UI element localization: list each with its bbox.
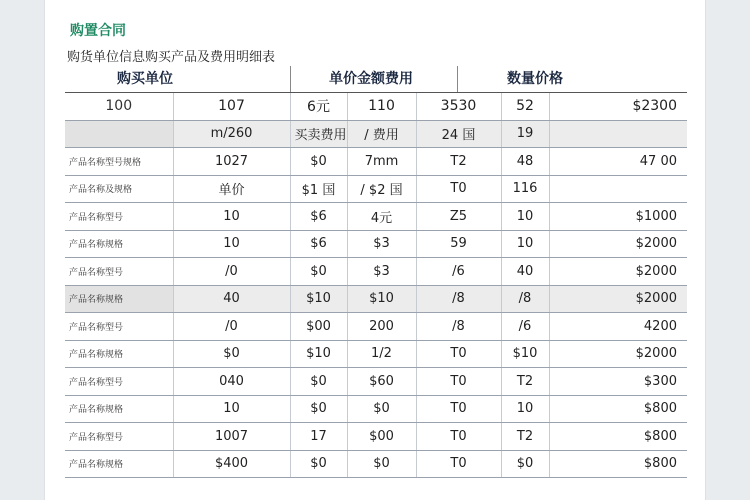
table-cell: T2 bbox=[416, 148, 501, 176]
table-cell: $6 bbox=[290, 203, 347, 231]
table-cell: T0 bbox=[416, 368, 501, 396]
table-cell: / $2 国 bbox=[347, 175, 416, 203]
table-cell: 1/2 bbox=[347, 340, 416, 368]
table-cell: $1 国 bbox=[290, 175, 347, 203]
table-row bbox=[65, 395, 687, 423]
table-cell: /0 bbox=[173, 258, 290, 286]
table-cell bbox=[549, 120, 687, 148]
table-cell: 买卖费用 bbox=[290, 120, 347, 148]
table-cell: 单价 bbox=[173, 175, 290, 203]
table-row bbox=[65, 423, 687, 451]
table-cell: T2 bbox=[501, 368, 549, 396]
table-cell: $800 bbox=[549, 395, 687, 423]
table-cell: $2000 bbox=[549, 285, 687, 313]
table-cell: 1007 bbox=[173, 423, 290, 451]
table-cell: 产品名称型号规格 bbox=[65, 148, 173, 176]
table-cell: $0 bbox=[290, 148, 347, 176]
table-cell: T0 bbox=[416, 175, 501, 203]
table-cell: 1027 bbox=[173, 148, 290, 176]
table-cell: 19 bbox=[501, 120, 549, 148]
table-cell: 10 bbox=[173, 230, 290, 258]
table-cell: $1000 bbox=[549, 203, 687, 231]
table-cell: $2000 bbox=[549, 340, 687, 368]
table-cell: $2000 bbox=[549, 230, 687, 258]
table-cell: / 费用 bbox=[347, 120, 416, 148]
table-cell: $300 bbox=[549, 368, 687, 396]
table-cell: 产品名称型号 bbox=[65, 258, 173, 286]
table-cell: $400 bbox=[173, 450, 290, 478]
table-cell: 200 bbox=[347, 313, 416, 341]
table-cell: 40 bbox=[173, 285, 290, 313]
table-cell: $0 bbox=[173, 340, 290, 368]
table-cell: 10 bbox=[501, 395, 549, 423]
table-cell: /6 bbox=[501, 313, 549, 341]
table-cell: $0 bbox=[347, 395, 416, 423]
table-cell: $10 bbox=[501, 340, 549, 368]
table-cell: /6 bbox=[416, 258, 501, 286]
table-cell: m/260 bbox=[173, 120, 290, 148]
column-headers bbox=[45, 66, 705, 92]
table-cell: 100 bbox=[65, 93, 173, 121]
table-row bbox=[65, 203, 687, 231]
table-row bbox=[65, 285, 687, 313]
column-header-buyer: 购买单位 bbox=[117, 71, 173, 87]
table-cell: $10 bbox=[290, 340, 347, 368]
table-cell: 17 bbox=[290, 423, 347, 451]
table-cell: T0 bbox=[416, 340, 501, 368]
table-cell: $0 bbox=[290, 368, 347, 396]
table-cell: $800 bbox=[549, 450, 687, 478]
table-cell: /8 bbox=[416, 285, 501, 313]
table-row bbox=[65, 340, 687, 368]
table-cell: $10 bbox=[347, 285, 416, 313]
table-cell: 产品名称及规格 bbox=[65, 175, 173, 203]
table-cell: Z5 bbox=[416, 203, 501, 231]
table-row bbox=[65, 93, 687, 121]
table-cell: $0 bbox=[290, 395, 347, 423]
table-cell: $10 bbox=[290, 285, 347, 313]
table-cell: T0 bbox=[416, 395, 501, 423]
table-cell: $3 bbox=[347, 230, 416, 258]
table-cell: 24 国 bbox=[416, 120, 501, 148]
table-cell: 110 bbox=[347, 93, 416, 121]
table-row bbox=[65, 258, 687, 286]
table-cell: $0 bbox=[347, 450, 416, 478]
table-cell: $2000 bbox=[549, 258, 687, 286]
table-cell bbox=[549, 175, 687, 203]
table-row bbox=[65, 175, 687, 203]
table-cell: 产品名称型号 bbox=[65, 423, 173, 451]
table-cell: 10 bbox=[173, 203, 290, 231]
table-cell: T2 bbox=[501, 423, 549, 451]
table-cell: 10 bbox=[501, 230, 549, 258]
table-cell: /0 bbox=[173, 313, 290, 341]
table-cell: $0 bbox=[501, 450, 549, 478]
table-cell: 产品名称型号 bbox=[65, 313, 173, 341]
table-cell: 6元 bbox=[290, 93, 347, 121]
table-cell bbox=[65, 120, 173, 148]
cost-table bbox=[65, 92, 687, 478]
table-row bbox=[65, 230, 687, 258]
table-cell: T0 bbox=[416, 450, 501, 478]
table-cell: 48 bbox=[501, 148, 549, 176]
column-header-price: 单价金额费用 bbox=[329, 71, 413, 87]
table-cell: 116 bbox=[501, 175, 549, 203]
table-cell: $0 bbox=[290, 450, 347, 478]
table-cell: 10 bbox=[173, 395, 290, 423]
table-cell: /8 bbox=[416, 313, 501, 341]
table-row bbox=[65, 148, 687, 176]
table-cell: 产品名称规格 bbox=[65, 340, 173, 368]
table-cell: 59 bbox=[416, 230, 501, 258]
table-cell: $800 bbox=[549, 423, 687, 451]
table-cell: $6 bbox=[290, 230, 347, 258]
table-cell: 7mm bbox=[347, 148, 416, 176]
table-cell: $2300 bbox=[549, 93, 687, 121]
table-cell: 产品名称规格 bbox=[65, 230, 173, 258]
table-cell: T0 bbox=[416, 423, 501, 451]
table-cell: /8 bbox=[501, 285, 549, 313]
table-cell: 10 bbox=[501, 203, 549, 231]
table-row bbox=[65, 313, 687, 341]
table-cell: $00 bbox=[290, 313, 347, 341]
table-cell: $60 bbox=[347, 368, 416, 396]
table-cell: $0 bbox=[290, 258, 347, 286]
table-cell: 产品名称规格 bbox=[65, 395, 173, 423]
table-cell: $00 bbox=[347, 423, 416, 451]
column-header-quantity: 数量价格 bbox=[507, 71, 563, 87]
document-subtitle: 购货单位信息购买产品及费用明细表 bbox=[67, 50, 276, 65]
table-cell: 47 00 bbox=[549, 148, 687, 176]
table-cell: 107 bbox=[173, 93, 290, 121]
table-cell: 产品名称型号 bbox=[65, 368, 173, 396]
document-title: 购置合同 bbox=[70, 23, 126, 39]
table-cell: 4元 bbox=[347, 203, 416, 231]
table-cell: 产品名称规格 bbox=[65, 285, 173, 313]
table-cell: 40 bbox=[501, 258, 549, 286]
table-cell: 产品名称规格 bbox=[65, 450, 173, 478]
table-row bbox=[65, 120, 687, 148]
header-divider bbox=[457, 66, 458, 92]
table-cell: 产品名称型号 bbox=[65, 203, 173, 231]
table-cell: 040 bbox=[173, 368, 290, 396]
document-page bbox=[45, 0, 705, 500]
table-cell: 52 bbox=[501, 93, 549, 121]
table-cell: $3 bbox=[347, 258, 416, 286]
table-row bbox=[65, 450, 687, 478]
table-row bbox=[65, 368, 687, 396]
table-cell: 4200 bbox=[549, 313, 687, 341]
table-cell: 3530 bbox=[416, 93, 501, 121]
